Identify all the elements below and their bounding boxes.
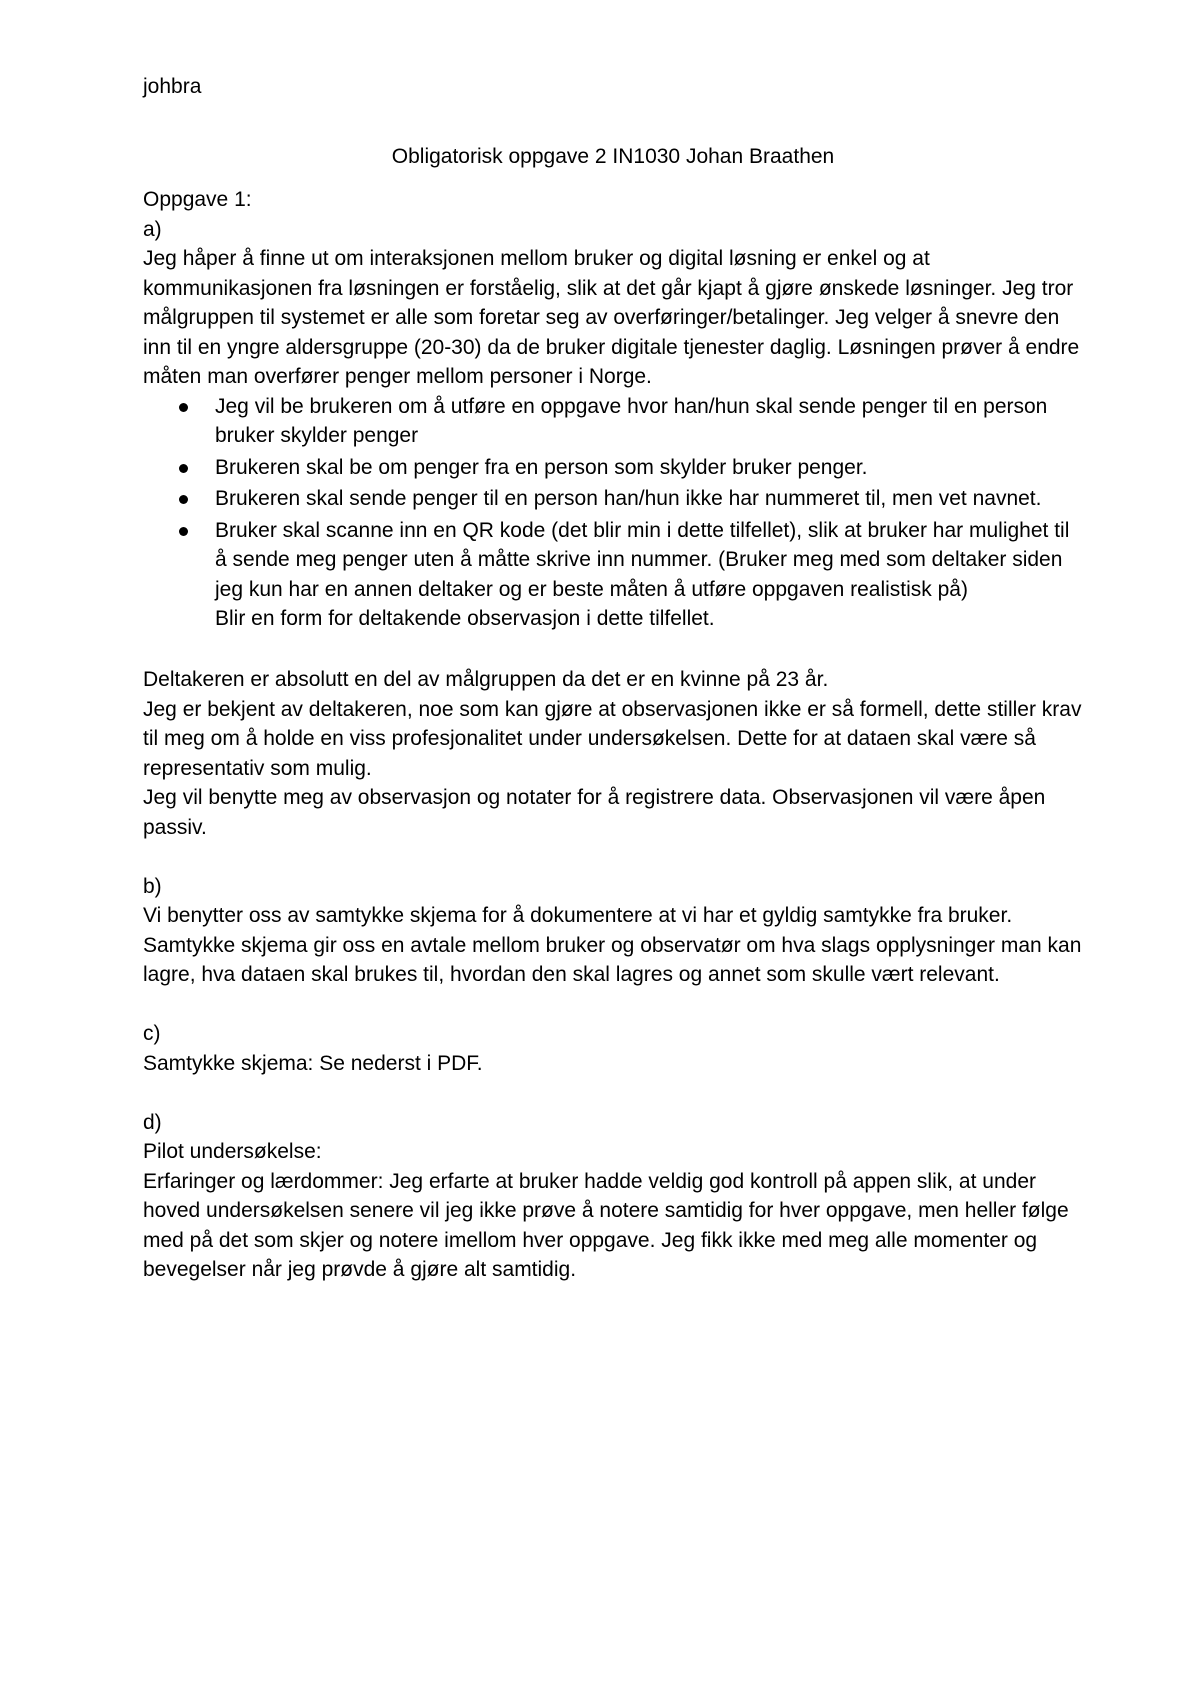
section-a-intro: Jeg håper å finne ut om interaksjonen mellom bruker og digital løsning er enkel og at kommunikasjonen fra løsningen er forståelig, slik at det går kjapt å gjøre ønskede løsninger. Jeg tror målgruppen til systemet er alle som foretar seg av overføringer/betalinger. Jeg velger å snevre den inn til en yngre aldersgruppe (20-30) da de bruker digitale tjenester daglig. Løsningen prøver å endre måten man overfører penger mellom personer i Norge. xyxy=(143,247,1080,388)
spacer xyxy=(143,171,1083,185)
bullet-text: Bruker skal scanne inn en QR kode (det blir min i dette tilfellet), slik at bruker har mulighet til å sende meg penger uten å måtte skrive inn nummer. (Bruker meg med som deltaker siden jeg kun har en annen deltaker og er beste måten å utføre oppgaven realistisk på) xyxy=(215,518,1070,601)
section-d-text: Erfaringer og lærdommer: Jeg erfarte at bruker hadde veldig god kontroll på appen slik, at under hoved undersøkelsen senere vil jeg ikke prøve å notere samtidig for hver oppgave, men heller følge med på det som skjer og notere imellom hver oppgave. Jeg fikk ikke med meg alle momenter og bevegelser når jeg prøvde å gjøre alt samtidig. xyxy=(143,1169,1069,1281)
section-d-label: d) xyxy=(143,1110,162,1134)
section-b-text: Vi benytter oss av samtykke skjema for å dokumentere at vi har et gyldig samtykke fra bruker. Samtykke skjema gir oss en avtale mellom bruker og observatør om hva slags opplysninger man kan lagre, hva dataen skal brukes til, hvordan den skal lagres og annet som skulle vært relevant. xyxy=(143,904,1082,986)
section-c-text: Samtykke skjema: Se nederst i PDF. xyxy=(143,1051,483,1075)
section-a-paragraph: Jeg vil benytte meg av observasjon og notater for å registrere data. Observasjonen vil være åpen passiv. xyxy=(143,786,1046,839)
section-a-paragraph: Jeg er bekjent av deltakeren, noe som kan gjøre at observasjonen ikke er så formell, dette stiller krav til meg om å holde en viss profesjonalitet under undersøkelsen. Dette for at dataen skal være så representativ som mulig. xyxy=(143,697,1082,780)
task1-heading: Oppgave 1: xyxy=(143,188,252,211)
document-page xyxy=(143,72,1083,1285)
section-d-subheading: Pilot undersøkelse: xyxy=(143,1140,322,1163)
bullet-continuation: Blir en form for deltakende observasjon i dette tilfellet. xyxy=(215,607,715,630)
spacer xyxy=(143,990,1083,1020)
bullet-item xyxy=(215,484,1083,514)
spacer xyxy=(143,636,1083,666)
bullet-item xyxy=(215,392,1083,451)
spacer xyxy=(143,842,1083,872)
bullet-icon xyxy=(179,464,188,473)
bullet-text: Brukeren skal sende penger til en person han/hun ikke har nummeret til, men vet navnet. xyxy=(215,487,1042,510)
task-bullet-list xyxy=(143,392,1083,634)
section-a-label: a) xyxy=(143,217,162,241)
section-c-label: c) xyxy=(143,1022,161,1045)
bullet-text: Brukeren skal be om penger fra en person som skylder bruker penger. xyxy=(215,455,868,479)
document-title: Obligatorisk oppgave 2 IN1030 Johan Braathen xyxy=(391,144,835,168)
bullet-item xyxy=(215,453,1083,483)
bullet-item xyxy=(215,516,1083,634)
author-name: johbra xyxy=(143,75,202,98)
section-a-paragraph: Deltakeren er absolutt en del av målgruppen da det er en kvinne på 23 år. xyxy=(143,668,829,691)
bullet-icon xyxy=(179,403,188,412)
bullet-text: Jeg vil be brukeren om å utføre en oppgave hvor han/hun skal sende penger til en person bruker skylder penger xyxy=(215,394,1048,447)
bullet-icon xyxy=(179,527,188,536)
bullet-icon xyxy=(179,495,188,504)
spacer xyxy=(143,1078,1083,1108)
section-b-label: b) xyxy=(143,874,162,898)
